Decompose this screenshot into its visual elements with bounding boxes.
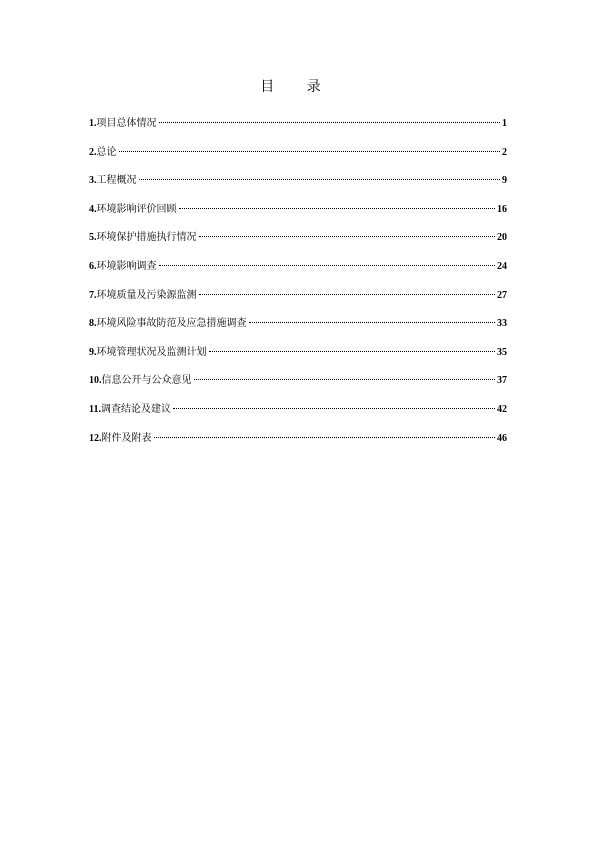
toc-entry-text: 项目总体情况 bbox=[96, 118, 157, 129]
toc-entry[interactable] bbox=[89, 229, 507, 247]
toc-entry-text: 环境风险事故防范及应急措施调查 bbox=[96, 318, 247, 330]
toc-entry-text: 环境影响评价回顾 bbox=[96, 203, 177, 215]
toc-entry-label bbox=[89, 115, 157, 133]
toc-entry[interactable] bbox=[89, 372, 507, 390]
toc-entry-page: 1 bbox=[502, 118, 507, 129]
dot-leader bbox=[199, 236, 496, 237]
toc-entry-number: 5. bbox=[89, 232, 97, 244]
toc-entry-number: 8. bbox=[89, 318, 97, 330]
toc-entry-page: 9 bbox=[502, 175, 507, 187]
toc-entry[interactable] bbox=[89, 201, 507, 219]
toc-entry-number: 11. bbox=[89, 403, 101, 415]
toc-entry-label bbox=[89, 201, 177, 219]
toc-entry-label bbox=[89, 344, 207, 362]
toc-entry[interactable] bbox=[89, 258, 507, 276]
toc-entry-page: 2 bbox=[502, 146, 507, 158]
toc-entry-label bbox=[89, 315, 247, 333]
dot-leader bbox=[139, 179, 501, 180]
dot-leader bbox=[249, 322, 496, 323]
toc-entry[interactable] bbox=[89, 430, 507, 448]
toc-entry[interactable] bbox=[89, 344, 507, 362]
toc-entry-text: 总论 bbox=[96, 146, 117, 158]
toc-entry-page: 42 bbox=[497, 403, 507, 415]
dot-leader bbox=[159, 265, 496, 266]
dot-leader bbox=[199, 294, 496, 295]
toc-entry-page: 37 bbox=[497, 375, 507, 387]
toc-entry-text: 信息公开与公众意见 bbox=[101, 375, 192, 387]
toc-entry[interactable] bbox=[89, 315, 507, 333]
toc-entry-number: 12. bbox=[89, 432, 102, 444]
toc-entry-label bbox=[89, 372, 192, 390]
dot-leader bbox=[159, 122, 501, 123]
dot-leader bbox=[179, 208, 496, 209]
dot-leader bbox=[209, 351, 496, 352]
toc-entry-text: 附件及附表 bbox=[101, 432, 152, 444]
toc-entry-page: 27 bbox=[497, 289, 507, 301]
toc-entry[interactable] bbox=[89, 287, 507, 305]
toc-entry-number: 6. bbox=[89, 260, 97, 272]
toc-entry-number: 7. bbox=[89, 289, 97, 301]
toc-entry-label bbox=[89, 401, 171, 419]
toc-entry-page: 46 bbox=[497, 432, 507, 444]
toc-entry-page: 33 bbox=[497, 318, 507, 330]
toc-entry-text: 工程概况 bbox=[96, 175, 137, 187]
table-of-contents bbox=[89, 115, 507, 458]
dot-leader bbox=[154, 437, 496, 438]
toc-entry-text: 环境质量及污染源监测 bbox=[96, 289, 197, 301]
toc-entry[interactable] bbox=[89, 115, 507, 133]
dot-leader bbox=[119, 151, 501, 152]
toc-entry-label bbox=[89, 287, 197, 305]
toc-entry-label bbox=[89, 258, 157, 276]
toc-entry-text: 环境保护措施执行情况 bbox=[96, 232, 197, 244]
toc-entry-label bbox=[89, 229, 197, 247]
toc-entry[interactable] bbox=[89, 172, 507, 190]
toc-entry-page: 24 bbox=[497, 260, 507, 272]
toc-entry-page: 35 bbox=[497, 346, 507, 358]
toc-entry-text: 环境管理状况及监测计划 bbox=[96, 346, 207, 358]
toc-entry-number: 1. bbox=[89, 118, 97, 129]
toc-entry-text: 调查结论及建议 bbox=[100, 403, 171, 415]
dot-leader bbox=[194, 379, 496, 380]
toc-entry-label bbox=[89, 144, 117, 162]
toc-entry-page: 20 bbox=[497, 232, 507, 244]
toc-entry-number: 10. bbox=[89, 375, 102, 387]
toc-entry-page: 16 bbox=[497, 203, 507, 215]
toc-entry-number: 3. bbox=[89, 175, 97, 187]
toc-entry[interactable] bbox=[89, 401, 507, 419]
toc-entry-text: 环境影响调查 bbox=[96, 260, 157, 272]
toc-entry-label bbox=[89, 430, 152, 448]
toc-entry-label bbox=[89, 172, 137, 190]
toc-entry-number: 9. bbox=[89, 346, 97, 358]
toc-title: 目 录 bbox=[260, 79, 335, 95]
dot-leader bbox=[173, 408, 495, 409]
toc-entry-number: 4. bbox=[89, 203, 97, 215]
toc-entry-number: 2. bbox=[89, 146, 97, 158]
toc-entry[interactable] bbox=[89, 144, 507, 162]
